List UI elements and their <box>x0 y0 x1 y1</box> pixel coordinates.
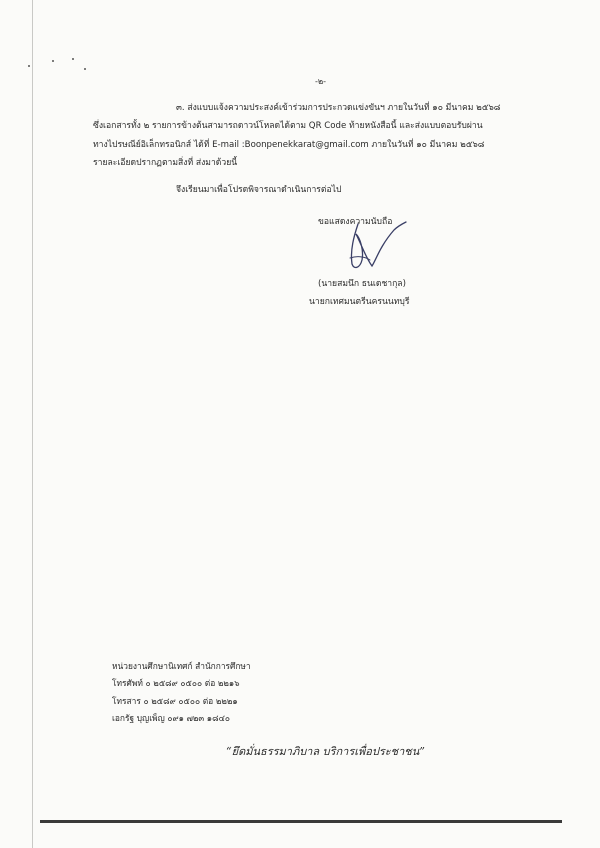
scan-speck <box>52 60 54 62</box>
paragraph-line: ๓. ส่งแบบแจ้งความประสงค์เข้าร่วมการประกวดแข่งขันฯ ภายในวันที่ ๑๐ มีนาคม ๒๕๖๘ <box>176 103 501 113</box>
closing-sentence: จึงเรียนมาเพื่อโปรดพิจารณาดำเนินการต่อไป <box>176 185 342 195</box>
page-number: -๒- <box>315 77 327 86</box>
scan-speck <box>84 68 86 70</box>
footer-fax: โทรสาร ๐ ๒๕๘๙ ๐๕๐๐ ต่อ ๒๒๒๑ <box>112 696 238 706</box>
signatory-position: นายกเทศมนตรีนครนนทบุรี <box>309 297 410 307</box>
footer-contact: เอกรัฐ บุญเพ็ญ ๐๙๑ ๗๒๓ ๑๘๔๐ <box>112 713 231 723</box>
respect-phrase: ขอแสดงความนับถือ <box>318 217 393 227</box>
paragraph-line: รายละเอียดปรากฏตามสิ่งที่ ส่งมาด้วยนี้ <box>93 158 238 168</box>
signatory-name: (นายสมนึก ธนเดชากุล) <box>318 279 406 289</box>
paragraph-line: ทางไปรษณีย์อิเล็กทรอนิกส์ ได้ที่ E-mail :Boonpenekkarat@gmail.com ภายในวันที่ ๑๐ มีนาคม ๒๕๖๘ <box>93 140 485 150</box>
slogan: “ยึดมั่นธรรมาภิบาล บริการเพื่อประชาชน” <box>226 745 425 758</box>
scan-edge <box>32 0 33 848</box>
handwritten-signature <box>336 216 416 276</box>
paragraph-line: ซึ่งเอกสารทั้ง ๒ รายการข้างต้นสามารถดาวน์โหลดได้ตาม QR Code ท้ายหนังสือนี้ และส่งแบบตอบรับผ่าน <box>93 121 483 131</box>
bottom-divider <box>40 820 562 823</box>
footer-phone: โทรศัพท์ ๐ ๒๕๘๙ ๐๕๐๐ ต่อ ๒๒๑๖ <box>112 678 240 688</box>
scan-speck <box>28 65 30 67</box>
scan-speck <box>72 58 74 60</box>
footer-department: หน่วยงานศึกษานิเทศก์ สำนักการศึกษา <box>112 661 251 671</box>
